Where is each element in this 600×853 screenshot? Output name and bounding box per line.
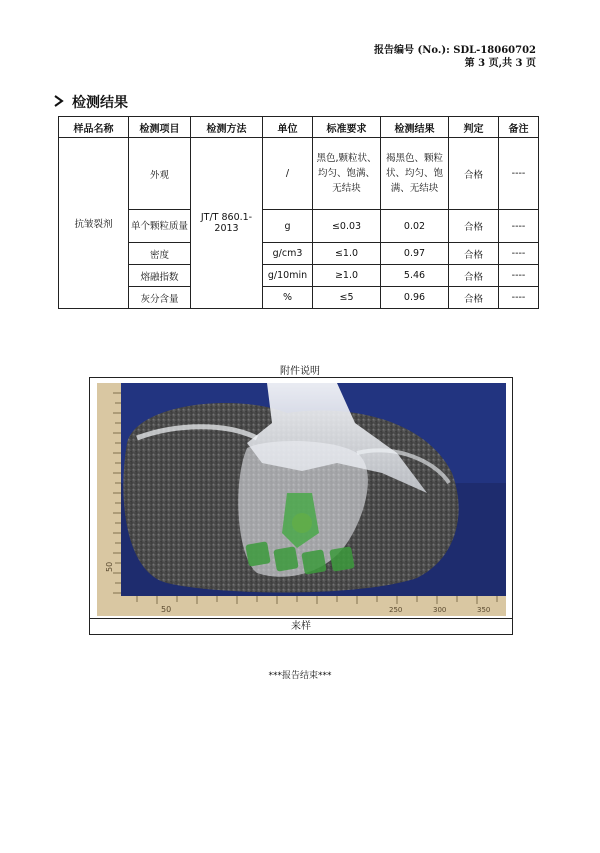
verdict-cell: 合格	[449, 265, 499, 287]
requirement-cell: ≤1.0	[313, 243, 381, 265]
ruler-label: 300	[433, 606, 447, 614]
unit-cell: %	[263, 287, 313, 309]
method-cell: JT/T 860.1-2013	[191, 138, 263, 309]
header-cell: 判定	[449, 117, 499, 138]
sample-photo	[97, 383, 506, 616]
note-cell: ----	[499, 243, 539, 265]
ruler-label: 250	[389, 606, 403, 614]
page-number: 第 3 页,共 3 页	[464, 58, 536, 69]
requirement-cell: ≥1.0	[313, 265, 381, 287]
unit-cell: g/cm3	[263, 243, 313, 265]
header-cell: 样品名称	[59, 117, 129, 138]
section-heading	[54, 92, 128, 112]
table-row	[59, 287, 539, 309]
verdict-cell: 合格	[449, 243, 499, 265]
report-number: 报告编号 (No.): SDL-18060702	[374, 45, 536, 56]
result-cell: 0.97	[381, 243, 449, 265]
requirement-cell: 黑色,颗粒状、均匀、饱满、无结块	[313, 138, 381, 210]
attachment-title: 附件说明	[280, 366, 320, 377]
ruler-label: 50	[105, 561, 114, 572]
table-row	[59, 138, 539, 210]
header-cell: 单位	[263, 117, 313, 138]
table-row	[59, 243, 539, 265]
arrow-bullet-icon	[54, 95, 66, 111]
item-cell: 单个颗粒质量	[129, 210, 191, 243]
item-cell: 灰分含量	[129, 287, 191, 309]
result-cell: 0.02	[381, 210, 449, 243]
verdict-cell: 合格	[449, 210, 499, 243]
results-table	[58, 116, 539, 309]
ruler-label: 350	[477, 606, 491, 614]
header-cell: 检测结果	[381, 117, 449, 138]
header-cell: 检测项目	[129, 117, 191, 138]
photo-caption: 来样	[90, 618, 512, 634]
note-cell: ----	[499, 138, 539, 210]
item-cell: 熔融指数	[129, 265, 191, 287]
table-row	[59, 265, 539, 287]
header-cell: 检测方法	[191, 117, 263, 138]
result-cell: 0.96	[381, 287, 449, 309]
unit-cell: g/10min	[263, 265, 313, 287]
sample-photo-frame	[89, 377, 513, 635]
section-title: 检测结果	[72, 95, 128, 111]
report-end-text: ***报告结束***	[268, 671, 332, 681]
sample-name-cell: 抗皱裂剂	[59, 138, 129, 309]
item-cell: 密度	[129, 243, 191, 265]
result-cell: 5.46	[381, 265, 449, 287]
requirement-cell: ≤5	[313, 287, 381, 309]
verdict-cell: 合格	[449, 138, 499, 210]
left-ruler	[97, 383, 121, 616]
verdict-cell: 合格	[449, 287, 499, 309]
note-cell: ----	[499, 265, 539, 287]
unit-cell: /	[263, 138, 313, 210]
note-cell: ----	[499, 210, 539, 243]
header-cell: 备注	[499, 117, 539, 138]
result-cell: 褐黑色、颗粒状、均匀、饱满、无结块	[381, 138, 449, 210]
table-header-row	[59, 117, 539, 138]
item-cell: 外观	[129, 138, 191, 210]
note-cell: ----	[499, 287, 539, 309]
requirement-cell: ≤0.03	[313, 210, 381, 243]
ruler-label: 50	[161, 605, 172, 614]
table-row	[59, 210, 539, 243]
header-cell: 标准要求	[313, 117, 381, 138]
unit-cell: g	[263, 210, 313, 243]
